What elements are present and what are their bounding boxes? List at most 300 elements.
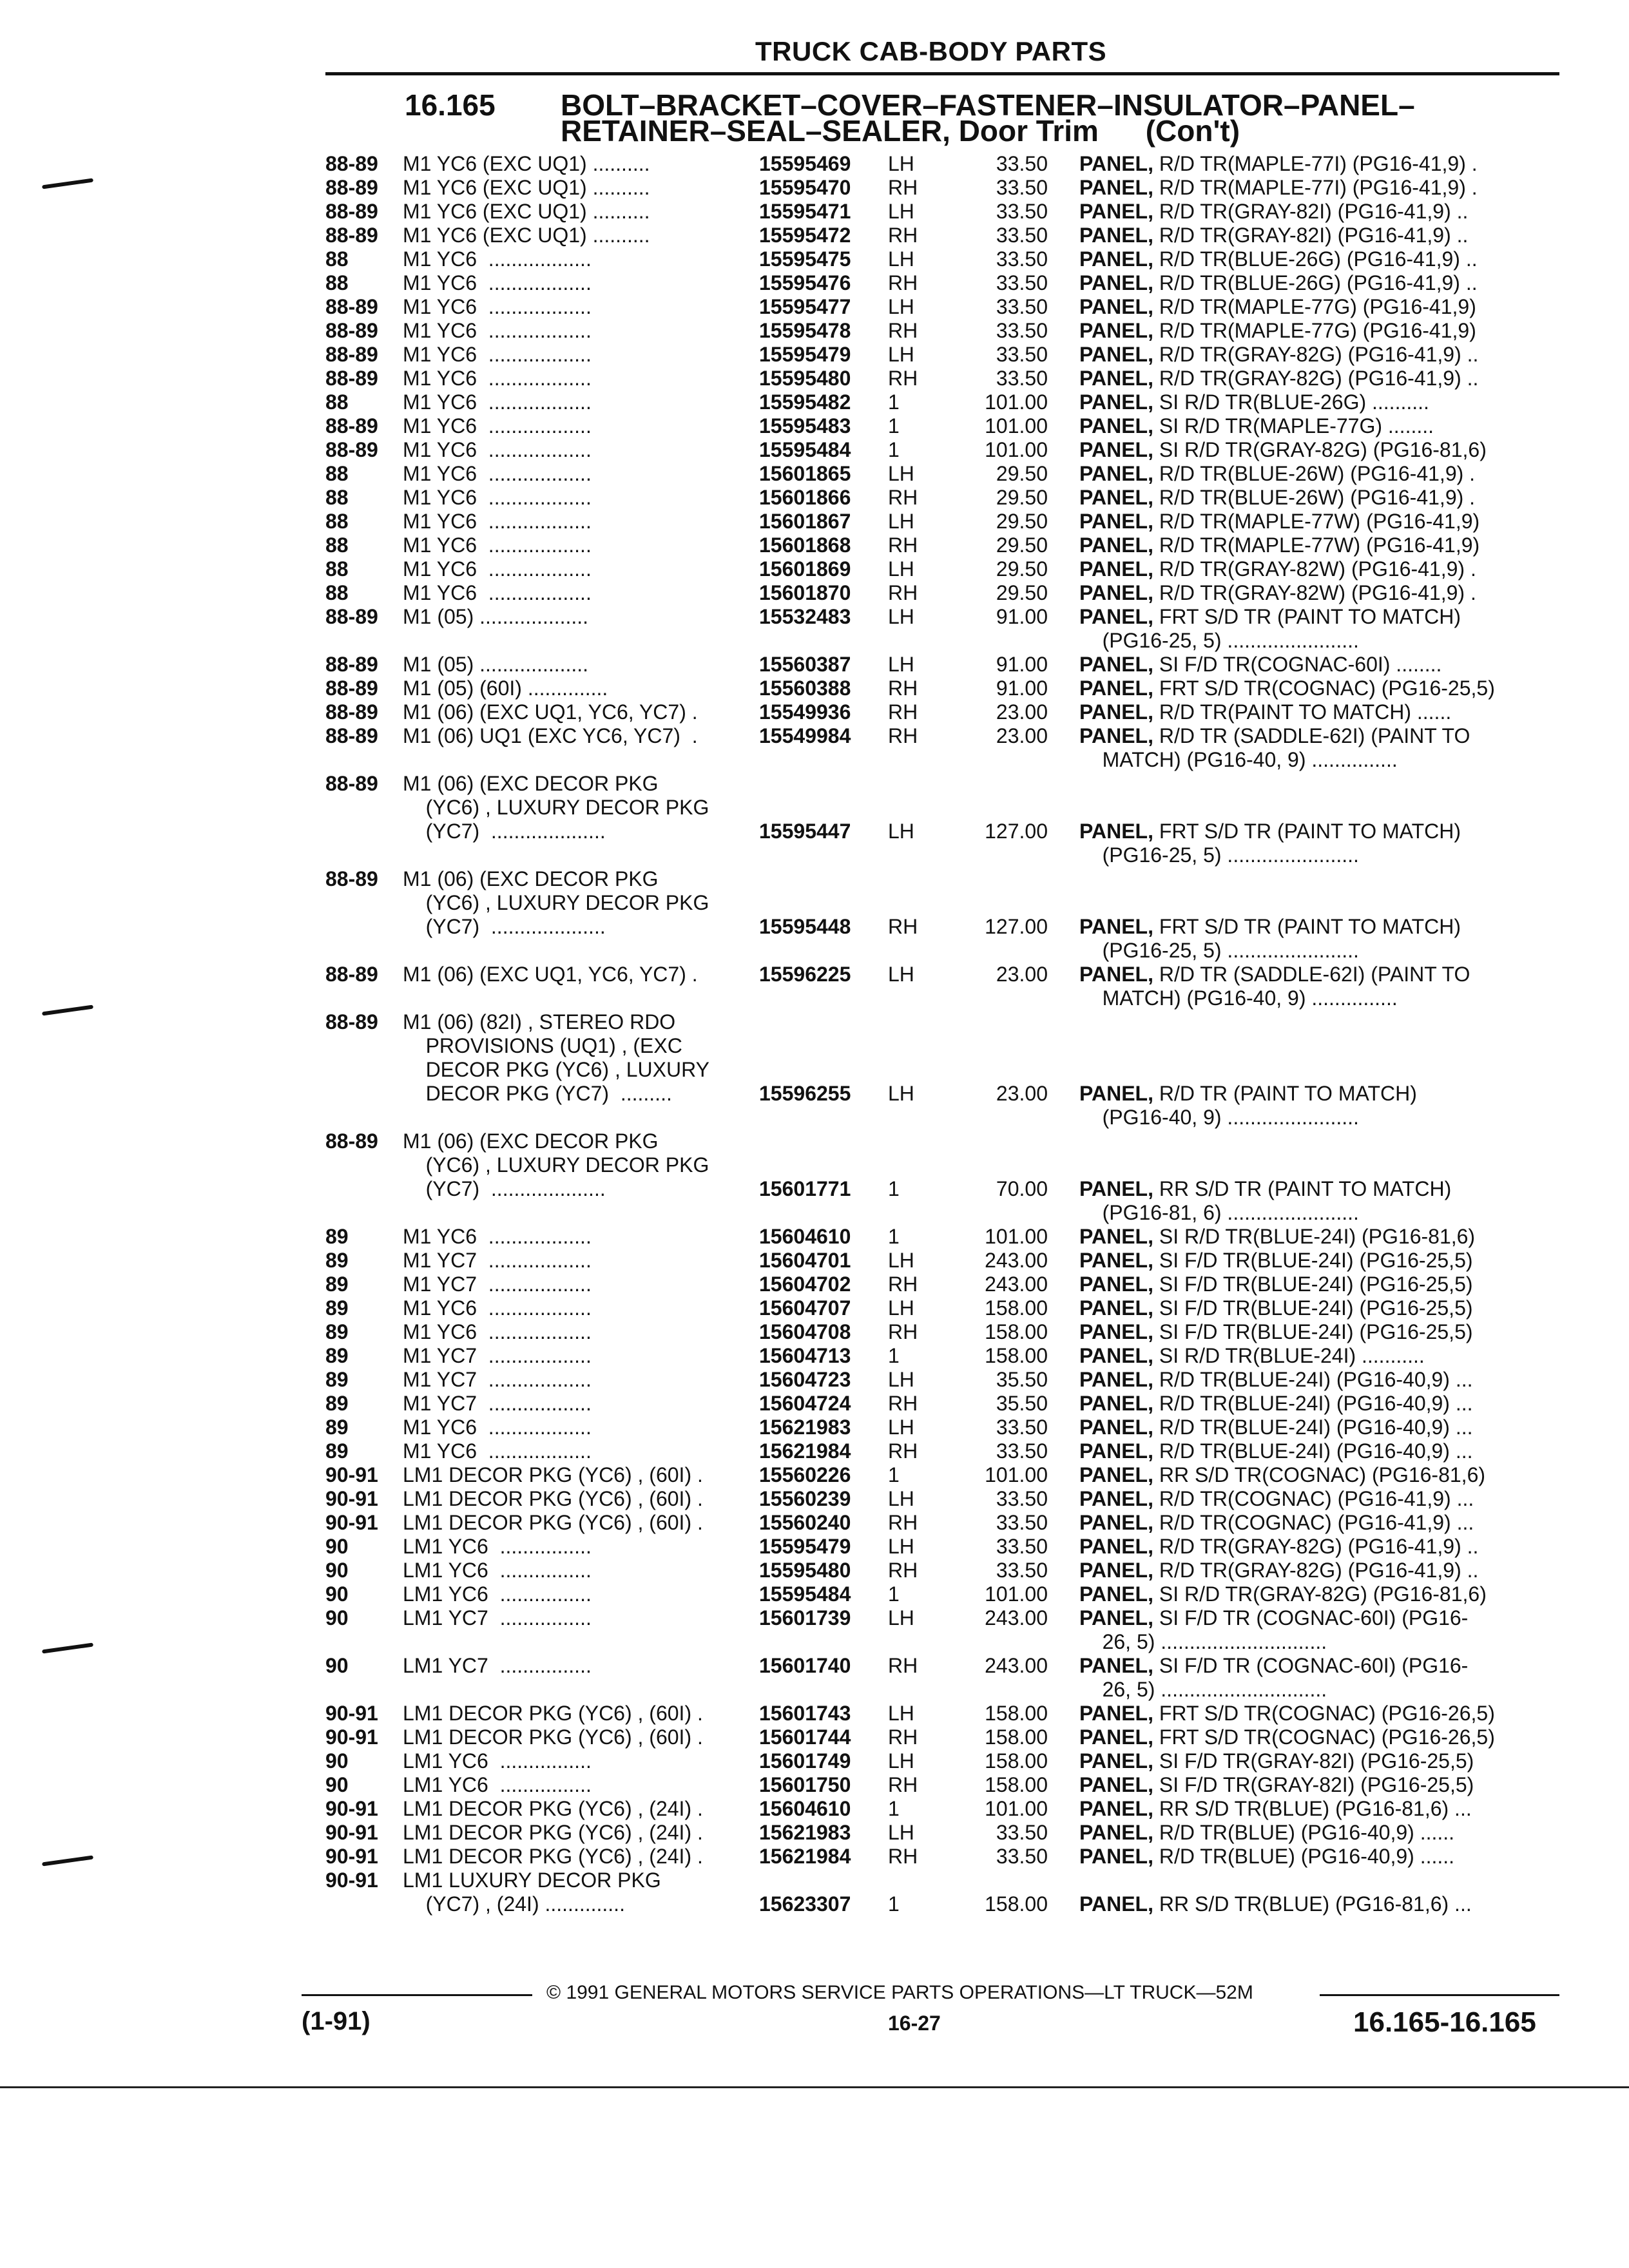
part-detail: R/D TR (SADDLE-62I) (PAINT TO MATCH) (PG16-40, 9) ............... [1102,724,1470,771]
model-year: 88-89 [325,367,378,390]
model-application: M1 YC6 (EXC UQ1) .......... [403,224,650,247]
part-description [1079,1606,1468,1654]
model-year: 89 [325,1273,349,1296]
continued-label: (Con't) [1145,114,1240,148]
price: 33.50 [996,247,1048,271]
part-description [1079,1845,1454,1869]
model-application: M1 YC6 .................. [403,1439,592,1463]
quantity: 1 [888,1463,900,1486]
part-name: PANEL, [1079,1773,1153,1796]
model-year: 90-91 [325,1821,378,1844]
price: 158.00 [985,1773,1048,1796]
part-name: PANEL, [1079,438,1153,461]
part-name: PANEL, [1079,1392,1153,1415]
quantity: RH [888,1511,918,1534]
price: 101.00 [985,1463,1048,1486]
part-number: 15595448 [759,915,851,938]
table-row [0,1654,1629,1702]
model-year: 88-89 [325,605,378,628]
part-name: PANEL, [1079,677,1153,700]
part-description [1079,1439,1473,1463]
part-description [1079,700,1451,724]
model-year: 88-89 [325,343,378,366]
part-name: PANEL, [1079,1821,1153,1844]
part-name: PANEL, [1079,653,1153,676]
part-number: 15596225 [759,963,851,986]
part-detail: R/D TR(GRAY-82W) (PG16-41,9) . [1153,557,1476,581]
model-application: M1 (06) (EXC DECOR PKG (YC6) , LUXURY DECOR PKG (YC7) .................... [403,772,709,843]
part-name: PANEL, [1079,343,1153,366]
part-description [1079,1249,1473,1273]
model-application: M1 YC6 .................. [403,367,592,390]
price: 91.00 [996,653,1048,676]
price: 243.00 [985,1606,1048,1629]
quantity: 1 [888,1582,900,1606]
price: 33.50 [996,1487,1048,1510]
price: 158.00 [985,1892,1048,1916]
part-number: 15604701 [759,1249,851,1272]
part-description [1079,724,1470,772]
price: 29.50 [996,510,1048,533]
part-number: 15601743 [759,1702,851,1725]
model-year: 88 [325,510,349,533]
table-row [0,1797,1629,1821]
part-name: PANEL, [1079,1892,1153,1916]
table-row [0,581,1629,605]
quantity: LH [888,1606,914,1629]
part-description [1079,1296,1473,1320]
part-detail: SI F/D TR (COGNAC-60I) (PG16- 26, 5) ............................. [1102,1654,1469,1701]
part-number: 15621983 [759,1821,851,1844]
model-year: 88-89 [325,1129,378,1153]
part-name: PANEL, [1079,1797,1153,1820]
price: 29.50 [996,462,1048,485]
part-name: PANEL, [1079,1249,1153,1272]
part-detail: SI F/D TR (COGNAC-60I) (PG16- 26, 5) ............................. [1102,1606,1469,1653]
table-row [0,1559,1629,1582]
part-detail: SI R/D TR(BLUE-24I) (PG16-81,6) [1153,1225,1476,1248]
table-row [0,1511,1629,1535]
price: 127.00 [985,820,1048,843]
part-description [1079,438,1487,462]
model-year: 90-91 [325,1869,378,1892]
model-application: M1 YC6 .................. [403,271,592,294]
price: 101.00 [985,1582,1048,1606]
model-application: M1 (06) (EXC UQ1, YC6, YC7) . [403,700,698,724]
table-row [0,1821,1629,1845]
section-title-line2-text: RETAINER–SEAL–SEALER, [561,114,950,148]
model-application: M1 YC6 (EXC UQ1) .......... [403,152,650,175]
model-application: M1 (05) (60I) .............. [403,677,608,700]
quantity: RH [888,1273,918,1296]
table-row [0,1845,1629,1869]
quantity: RH [888,486,918,509]
table-row [0,605,1629,653]
quantity: RH [888,677,918,700]
model-application: M1 (06) UQ1 (EXC YC6, YC7) . [403,724,698,747]
part-name: PANEL, [1079,1368,1153,1391]
part-name: PANEL, [1079,1487,1153,1510]
price: 33.50 [996,224,1048,247]
table-row [0,724,1629,772]
price: 33.50 [996,1511,1048,1534]
part-detail: SI F/D TR(BLUE-24I) (PG16-25,5) [1153,1296,1473,1320]
part-name: PANEL, [1079,605,1153,628]
model-application: LM1 YC6 ................ [403,1773,592,1796]
part-number: 15532483 [759,605,851,628]
quantity: LH [888,247,914,271]
part-name: PANEL, [1079,510,1153,533]
part-detail: R/D TR(BLUE-26G) (PG16-41,9) .. [1153,271,1478,294]
table-row [0,510,1629,533]
part-detail: SI F/D TR(BLUE-24I) (PG16-25,5) [1153,1273,1473,1296]
model-application: M1 YC6 .................. [403,510,592,533]
quantity: 1 [888,1892,900,1916]
table-row [0,247,1629,271]
model-application: M1 YC6 .................. [403,1296,592,1320]
quantity: RH [888,581,918,604]
quantity: RH [888,1392,918,1415]
part-detail: R/D TR(BLUE-26G) (PG16-41,9) .. [1153,247,1478,271]
part-description [1079,1225,1475,1249]
quantity: LH [888,152,914,175]
part-description [1079,1177,1451,1225]
part-name: PANEL, [1079,390,1153,414]
part-number: 15604610 [759,1225,851,1248]
section-subject: Door Trim [958,114,1099,148]
part-detail: R/D TR(GRAY-82G) (PG16-41,9) .. [1153,1535,1479,1558]
model-year: 90 [325,1606,349,1629]
part-name: PANEL, [1079,533,1153,557]
part-number: 15560387 [759,653,851,676]
quantity: LH [888,1249,914,1272]
part-number: 15595480 [759,367,851,390]
model-year: 90-91 [325,1702,378,1725]
price: 101.00 [985,1225,1048,1248]
quantity: RH [888,1773,918,1796]
quantity: LH [888,295,914,318]
footer-rule-left [302,1994,532,1996]
part-number: 15595475 [759,247,851,271]
part-number: 15560240 [759,1511,851,1534]
part-description [1079,1368,1473,1392]
part-number: 15595476 [759,271,851,294]
price: 91.00 [996,605,1048,628]
part-detail: RR S/D TR (PAINT TO MATCH) (PG16-81, 6) ....................... [1102,1177,1452,1224]
model-application: LM1 DECOR PKG (YC6) , (60I) . [403,1702,703,1725]
part-number: 15560388 [759,677,851,700]
part-description [1079,343,1478,367]
table-row [0,1487,1629,1511]
model-year: 89 [325,1249,349,1272]
part-description [1079,533,1480,557]
part-description [1079,510,1480,533]
part-number: 15604713 [759,1344,851,1367]
table-row [0,295,1629,319]
model-application: M1 (05) ................... [403,653,589,676]
part-number: 15604723 [759,1368,851,1391]
model-year: 90 [325,1559,349,1582]
part-name: PANEL, [1079,1225,1153,1248]
part-detail: SI F/D TR(GRAY-82I) (PG16-25,5) [1153,1749,1474,1773]
part-detail: FRT S/D TR(COGNAC) (PG16-25,5) [1153,677,1495,700]
part-number: 15549936 [759,700,851,724]
part-number: 15601740 [759,1654,851,1677]
part-detail: R/D TR(BLUE-24I) (PG16-40,9) ... [1153,1416,1473,1439]
model-year: 88 [325,247,349,271]
model-year: 88-89 [325,653,378,676]
part-number: 15595469 [759,152,851,175]
part-name: PANEL, [1079,963,1153,986]
part-detail: R/D TR(BLUE-26W) (PG16-41,9) . [1153,486,1476,509]
part-name: PANEL, [1079,557,1153,581]
price: 101.00 [985,438,1048,461]
price: 158.00 [985,1344,1048,1367]
quantity: RH [888,533,918,557]
model-application: LM1 DECOR PKG (YC6) , (24I) . [403,1797,703,1820]
model-application: M1 YC7 .................. [403,1392,592,1415]
table-row [0,963,1629,1010]
part-number: 15604610 [759,1797,851,1820]
part-name: PANEL, [1079,224,1153,247]
table-row [0,1320,1629,1344]
parts-table [0,152,1629,1916]
part-description [1079,1320,1473,1344]
model-year: 88 [325,486,349,509]
table-row [0,1368,1629,1392]
part-name: PANEL, [1079,724,1153,747]
part-name: PANEL, [1079,1559,1153,1582]
quantity: LH [888,1702,914,1725]
price: 33.50 [996,152,1048,175]
part-number: 15595470 [759,176,851,199]
model-application: M1 YC6 .................. [403,1320,592,1343]
price: 33.50 [996,1821,1048,1844]
quantity: 1 [888,1225,900,1248]
quantity: LH [888,605,914,628]
model-year: 88 [325,581,349,604]
model-year: 88 [325,390,349,414]
quantity: 1 [888,438,900,461]
quantity: RH [888,176,918,199]
model-year: 90-91 [325,1487,378,1510]
part-number: 15601750 [759,1773,851,1796]
table-row [0,1773,1629,1797]
part-number: 15595472 [759,224,851,247]
price: 101.00 [985,1797,1048,1820]
model-year: 88-89 [325,414,378,437]
part-name: PANEL, [1079,247,1153,271]
table-row [0,1463,1629,1487]
part-detail: FRT S/D TR (PAINT TO MATCH) (PG16-25, 5) ....................... [1102,915,1461,962]
quantity: LH [888,1416,914,1439]
part-number: 15601868 [759,533,851,557]
part-detail: SI R/D TR(GRAY-82G) (PG16-81,6) [1153,438,1487,461]
price: 101.00 [985,390,1048,414]
page-header [0,34,1629,72]
part-description [1079,653,1441,677]
part-description [1079,1797,1472,1821]
price: 23.00 [996,700,1048,724]
part-detail: R/D TR(COGNAC) (PG16-41,9) ... [1153,1487,1474,1510]
price: 127.00 [985,915,1048,938]
model-year: 88-89 [325,772,378,795]
part-name: PANEL, [1079,1535,1153,1558]
table-row [0,1249,1629,1273]
model-application: M1 (06) (EXC DECOR PKG (YC6) , LUXURY DECOR PKG (YC7) .................... [403,1129,709,1200]
model-year: 88-89 [325,200,378,223]
part-name: PANEL, [1079,1177,1153,1200]
model-year: 89 [325,1344,349,1367]
part-description [1079,224,1468,247]
part-number: 15549984 [759,724,851,747]
model-application: LM1 YC6 ................ [403,1582,592,1606]
running-title: TRUCK CAB-BODY PARTS [755,36,1107,66]
quantity: LH [888,963,914,986]
part-description [1079,176,1478,200]
quantity: RH [888,1654,918,1677]
model-application: LM1 YC6 ................ [403,1559,592,1582]
part-detail: R/D TR(GRAY-82G) (PG16-41,9) .. [1153,1559,1479,1582]
part-detail: SI R/D TR(BLUE-26G) .......... [1153,390,1429,414]
part-number: 15595478 [759,319,851,342]
table-row [0,176,1629,200]
part-detail: R/D TR(GRAY-82W) (PG16-41,9) . [1153,581,1476,604]
part-description [1079,1344,1425,1368]
part-number: 15604724 [759,1392,851,1415]
model-year: 90-91 [325,1797,378,1820]
part-name: PANEL, [1079,1463,1153,1486]
part-number: 15595482 [759,390,851,414]
footer-date: (1-91) [302,2007,371,2035]
price: 33.50 [996,1845,1048,1868]
table-row [0,1129,1629,1225]
table-row [0,557,1629,581]
model-application: LM1 LUXURY DECOR PKG (YC7) , (24I) .............. [403,1869,661,1916]
model-year: 90 [325,1654,349,1677]
price: 33.50 [996,271,1048,294]
table-row [0,1010,1629,1129]
price: 29.50 [996,486,1048,509]
model-application: M1 YC6 .................. [403,462,592,485]
model-application: M1 YC7 .................. [403,1249,592,1272]
price: 33.50 [996,295,1048,318]
part-description [1079,462,1475,486]
model-year: 88-89 [325,176,378,199]
model-application: M1 YC6 .................. [403,414,592,437]
part-name: PANEL, [1079,700,1153,724]
part-description [1079,581,1476,605]
quantity: LH [888,1749,914,1773]
model-application: LM1 YC6 ................ [403,1749,592,1773]
table-row [0,700,1629,724]
part-detail: R/D TR(COGNAC) (PG16-41,9) ... [1153,1511,1474,1534]
part-description [1079,152,1478,176]
quantity: RH [888,1845,918,1868]
model-application: LM1 DECOR PKG (YC6) , (24I) . [403,1821,703,1844]
part-description [1079,677,1495,700]
table-row [0,533,1629,557]
part-name: PANEL, [1079,1582,1153,1606]
part-number: 15621984 [759,1439,851,1463]
part-detail: SI F/D TR(COGNAC-60I) ........ [1153,653,1442,676]
part-description [1079,1511,1474,1535]
model-year: 89 [325,1392,349,1415]
price: 158.00 [985,1296,1048,1320]
model-application: M1 YC6 (EXC UQ1) .......... [403,176,650,199]
table-row [0,367,1629,390]
part-name: PANEL, [1079,1654,1153,1677]
quantity: 1 [888,1177,900,1200]
part-detail: SI F/D TR(BLUE-24I) (PG16-25,5) [1153,1249,1473,1272]
quantity: LH [888,510,914,533]
table-row [0,319,1629,343]
part-detail: R/D TR(MAPLE-77W) (PG16-41,9) [1153,510,1480,533]
table-row [0,1439,1629,1463]
price: 158.00 [985,1749,1048,1773]
price: 23.00 [996,724,1048,747]
model-application: M1 YC6 .................. [403,295,592,318]
quantity: LH [888,557,914,581]
part-detail: R/D TR(GRAY-82G) (PG16-41,9) .. [1153,343,1479,366]
price: 23.00 [996,963,1048,986]
model-application: LM1 YC7 ................ [403,1606,592,1629]
price: 29.50 [996,557,1048,581]
price: 33.50 [996,200,1048,223]
model-year: 89 [325,1225,349,1248]
part-detail: R/D TR (PAINT TO MATCH) (PG16-40, 9) ....................... [1102,1082,1417,1129]
quantity: LH [888,200,914,223]
part-description [1079,820,1461,867]
part-detail: FRT S/D TR(COGNAC) (PG16-26,5) [1153,1702,1495,1725]
quantity: LH [888,462,914,485]
part-description [1079,319,1476,343]
model-year: 89 [325,1320,349,1343]
model-application: M1 YC7 .................. [403,1273,592,1296]
part-name: PANEL, [1079,1344,1153,1367]
part-description [1079,390,1429,414]
model-year: 88-89 [325,867,378,890]
section-title-line2 [561,115,1240,147]
part-detail: R/D TR(GRAY-82I) (PG16-41,9) .. [1153,200,1469,223]
table-row [0,1725,1629,1749]
part-number: 15595483 [759,414,851,437]
price: 29.50 [996,533,1048,557]
model-year: 89 [325,1368,349,1391]
part-description [1079,557,1476,581]
part-detail: R/D TR(MAPLE-77W) (PG16-41,9) [1153,533,1480,557]
model-application: LM1 DECOR PKG (YC6) , (60I) . [403,1487,703,1510]
part-description [1079,915,1461,963]
part-name: PANEL, [1079,581,1153,604]
part-number: 15601739 [759,1606,851,1629]
part-detail: R/D TR(MAPLE-77I) (PG16-41,9) . [1153,176,1478,199]
model-year: 88-89 [325,963,378,986]
table-row [0,1344,1629,1368]
part-description [1079,486,1475,510]
quantity: LH [888,343,914,366]
model-year: 88-89 [325,319,378,342]
model-application: M1 YC6 .................. [403,557,592,581]
model-application: M1 YC6 .................. [403,438,592,461]
part-number: 15623307 [759,1892,851,1916]
quantity: 1 [888,1797,900,1820]
model-year: 89 [325,1416,349,1439]
model-application: M1 YC6 .................. [403,486,592,509]
model-application: LM1 DECOR PKG (YC6) , (60I) . [403,1725,703,1749]
model-application: M1 YC7 .................. [403,1344,592,1367]
part-number: 15601744 [759,1725,851,1749]
